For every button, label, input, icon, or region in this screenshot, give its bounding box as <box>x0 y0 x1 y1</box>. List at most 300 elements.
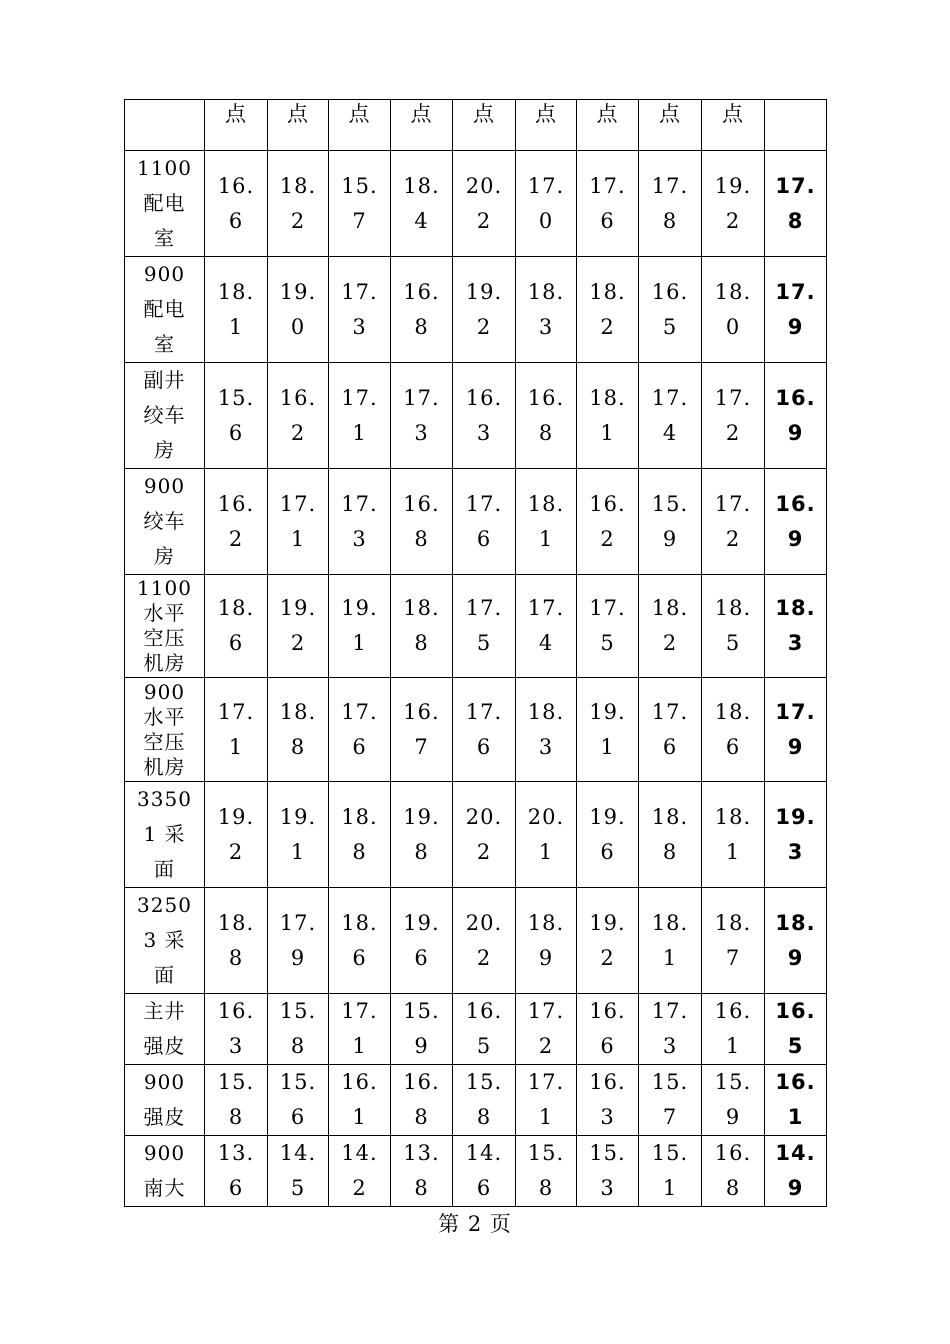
cell-line: 900 <box>143 1070 186 1094</box>
cell-line: 16. <box>589 1070 626 1094</box>
cell-line: 3 <box>662 1034 678 1058</box>
cell-line: 14. <box>279 1141 317 1165</box>
value-cell <box>205 678 268 782</box>
value-cell <box>639 363 702 469</box>
cell-line: 17. <box>527 173 565 198</box>
value-cell <box>516 1136 577 1207</box>
cell-line: 6 <box>228 631 244 655</box>
location-cell <box>125 888 205 994</box>
value-cell <box>702 469 765 575</box>
location-cell <box>125 678 205 782</box>
cell-line: 15. <box>651 491 689 516</box>
value-cell <box>268 782 329 888</box>
cell-line: 6 <box>290 1105 306 1129</box>
cell-line: 17. <box>589 596 626 620</box>
value-cell <box>577 257 639 363</box>
location-cell <box>125 363 205 469</box>
cell-line: 18. <box>527 279 565 304</box>
cell-line: 17. <box>651 173 689 198</box>
table-row <box>125 469 827 575</box>
cell-line: 6 <box>725 734 741 759</box>
cell-line: 0 <box>725 314 741 339</box>
cell-line: 4 <box>538 631 554 655</box>
value-cell <box>329 678 391 782</box>
average-cell <box>765 1065 827 1136</box>
cell-line: 16. <box>775 1070 816 1094</box>
cell-line: 0 <box>538 208 554 233</box>
value-cell <box>639 257 702 363</box>
value-cell <box>702 257 765 363</box>
value-cell <box>268 151 329 257</box>
average-cell <box>765 782 827 888</box>
value-cell <box>577 575 639 678</box>
value-cell <box>329 363 391 469</box>
cell-line: 2 <box>476 945 492 970</box>
cell-line: 2 <box>600 526 615 551</box>
value-cell <box>516 678 577 782</box>
header-cell: 点 <box>205 100 268 151</box>
cell-line: 900 <box>143 1141 186 1165</box>
cell-line: 16. <box>714 1141 752 1165</box>
cell-line: 15. <box>403 999 440 1023</box>
cell-line: 2 <box>476 839 492 864</box>
cell-line: 9 <box>787 314 804 339</box>
cell-line: 4 <box>414 208 429 233</box>
header-cell: 点 <box>702 100 765 151</box>
cell-line: 18. <box>714 910 752 935</box>
header-cell: 点 <box>329 100 391 151</box>
cell-line: 9 <box>725 1105 741 1129</box>
value-cell <box>268 1136 329 1207</box>
value-cell <box>453 888 516 994</box>
cell-line: 8 <box>476 1105 492 1129</box>
value-cell <box>453 469 516 575</box>
cell-line: 水平 <box>143 601 186 625</box>
cell-line: 8 <box>414 839 429 864</box>
cell-line: 17. <box>341 279 378 304</box>
cell-line: 17. <box>279 910 317 935</box>
header-cell: 点 <box>391 100 453 151</box>
cell-line: 18. <box>714 596 752 620</box>
cell-line: 13. <box>403 1141 440 1165</box>
cell-line: 6 <box>600 208 615 233</box>
cell-line: 主井 <box>143 999 186 1023</box>
average-cell <box>765 257 827 363</box>
cell-line: 6 <box>600 839 615 864</box>
cell-line: 8 <box>414 631 429 655</box>
value-cell <box>391 363 453 469</box>
cell-line: 绞车 <box>143 403 186 427</box>
cell-line: 8 <box>787 208 804 233</box>
average-cell <box>765 678 827 782</box>
cell-line: 7 <box>352 208 367 233</box>
value-cell <box>516 363 577 469</box>
value-cell <box>391 678 453 782</box>
location-cell <box>125 1136 205 1207</box>
cell-line: 17. <box>651 385 689 410</box>
cell-line: 1 <box>352 1105 367 1129</box>
cell-line: 19. <box>403 804 440 829</box>
value-cell <box>329 782 391 888</box>
value-cell <box>577 888 639 994</box>
value-cell <box>391 575 453 678</box>
cell-line: 16. <box>403 1070 440 1094</box>
cell-line: 1 <box>290 839 306 864</box>
cell-line: 8 <box>662 839 678 864</box>
value-cell <box>329 888 391 994</box>
cell-line: 19. <box>279 804 317 829</box>
cell-line: 16. <box>589 491 626 516</box>
value-cell <box>639 782 702 888</box>
cell-line: 空压 <box>143 626 186 650</box>
value-cell <box>453 257 516 363</box>
cell-line: 17. <box>651 999 689 1023</box>
cell-line: 14. <box>465 1141 503 1165</box>
cell-line: 8 <box>414 314 429 339</box>
value-cell <box>268 1065 329 1136</box>
cell-line: 15. <box>279 999 317 1023</box>
location-cell <box>125 151 205 257</box>
value-cell <box>516 1065 577 1136</box>
cell-line: 3 <box>228 1034 244 1058</box>
cell-line: 14. <box>341 1141 378 1165</box>
cell-line: 1 <box>600 420 615 445</box>
header-row <box>125 100 827 151</box>
cell-line: 1 采 <box>143 822 186 846</box>
table-row <box>125 363 827 469</box>
cell-line: 8 <box>290 1034 306 1058</box>
cell-line: 6 <box>352 734 367 759</box>
cell-line: 配电 <box>143 191 186 215</box>
cell-line: 19. <box>217 804 255 829</box>
cell-line: 18. <box>651 910 689 935</box>
cell-line: 15. <box>714 1070 752 1094</box>
cell-line: 14. <box>775 1141 816 1165</box>
cell-line: 18. <box>589 385 626 410</box>
cell-line: 18. <box>279 173 317 198</box>
cell-line: 强皮 <box>143 1034 186 1058</box>
cell-line: 17. <box>465 491 503 516</box>
value-cell <box>329 257 391 363</box>
cell-line: 15. <box>651 1141 689 1165</box>
cell-line: 3 <box>787 631 804 655</box>
location-cell <box>125 575 205 678</box>
cell-line: 9 <box>787 734 804 759</box>
cell-line: 16. <box>217 999 255 1023</box>
cell-line: 8 <box>414 1105 429 1129</box>
cell-line: 6 <box>662 734 678 759</box>
value-cell <box>577 151 639 257</box>
table-row <box>125 994 827 1065</box>
value-cell <box>577 1065 639 1136</box>
cell-line: 7 <box>662 1105 678 1129</box>
cell-line: 1 <box>290 526 306 551</box>
value-cell <box>205 151 268 257</box>
cell-line: 9 <box>787 526 804 551</box>
header-cell: 点 <box>516 100 577 151</box>
cell-line: 17. <box>465 699 503 724</box>
cell-line: 20. <box>465 910 503 935</box>
cell-line: 1 <box>228 314 244 339</box>
cell-line: 2 <box>476 314 492 339</box>
header-cell: 点 <box>577 100 639 151</box>
cell-line: 16. <box>465 385 503 410</box>
cell-line: 15. <box>527 1141 565 1165</box>
average-cell <box>765 363 827 469</box>
cell-line: 6 <box>414 945 429 970</box>
value-cell <box>205 575 268 678</box>
cell-line: 9 <box>538 945 554 970</box>
value-cell <box>639 151 702 257</box>
location-cell <box>125 257 205 363</box>
cell-line: 1 <box>538 1105 554 1129</box>
value-cell <box>391 1136 453 1207</box>
cell-line: 20. <box>527 804 565 829</box>
cell-line: 18. <box>775 596 816 620</box>
value-cell <box>205 257 268 363</box>
cell-line: 19. <box>279 279 317 304</box>
value-cell <box>516 888 577 994</box>
value-cell <box>453 994 516 1065</box>
value-cell <box>702 363 765 469</box>
cell-line: 17. <box>341 385 378 410</box>
cell-line: 5 <box>290 1176 306 1200</box>
value-cell <box>329 1065 391 1136</box>
value-cell <box>702 678 765 782</box>
cell-line: 18. <box>527 491 565 516</box>
header-cell: 点 <box>453 100 516 151</box>
cell-line: 19. <box>589 699 626 724</box>
cell-line: 19. <box>341 596 378 620</box>
cell-line: 2 <box>290 208 306 233</box>
cell-line: 5 <box>600 631 615 655</box>
cell-line: 13. <box>217 1141 255 1165</box>
value-cell <box>516 151 577 257</box>
value-cell <box>329 575 391 678</box>
value-cell <box>453 782 516 888</box>
cell-line: 900 <box>143 679 186 704</box>
cell-line: 16. <box>341 1070 378 1094</box>
cell-line: 16. <box>217 173 255 198</box>
value-cell <box>577 469 639 575</box>
cell-line: 17. <box>775 173 816 198</box>
cell-line: 7 <box>725 945 741 970</box>
value-cell <box>453 363 516 469</box>
cell-line: 6 <box>600 1034 615 1058</box>
cell-line: 16. <box>403 279 440 304</box>
cell-line: 南大 <box>143 1176 186 1200</box>
cell-line: 2 <box>725 526 741 551</box>
cell-line: 900 <box>143 474 186 498</box>
cell-line: 15. <box>341 173 378 198</box>
value-cell <box>702 575 765 678</box>
cell-line: 1 <box>538 839 554 864</box>
value-cell <box>391 1065 453 1136</box>
value-cell <box>268 469 329 575</box>
average-cell <box>765 888 827 994</box>
value-cell <box>702 888 765 994</box>
cell-line: 15. <box>217 1070 255 1094</box>
cell-line: 水平 <box>143 704 186 729</box>
cell-line: 8 <box>538 1176 554 1200</box>
cell-line: 17. <box>714 491 752 516</box>
cell-line: 16. <box>403 491 440 516</box>
value-cell <box>516 257 577 363</box>
cell-line: 6 <box>476 526 492 551</box>
cell-line: 16. <box>714 999 752 1023</box>
cell-line: 5 <box>476 631 492 655</box>
cell-line: 3 <box>414 420 429 445</box>
cell-line: 1 <box>600 734 615 759</box>
cell-line: 2 <box>538 1034 554 1058</box>
table-row <box>125 678 827 782</box>
header-cell: 点 <box>639 100 702 151</box>
cell-line: 19. <box>279 596 317 620</box>
measurement-table <box>124 99 827 1207</box>
value-cell <box>329 994 391 1065</box>
average-cell <box>765 151 827 257</box>
value-cell <box>702 151 765 257</box>
cell-line: 16. <box>465 999 503 1023</box>
cell-line: 19. <box>403 910 440 935</box>
cell-line: 7 <box>414 734 429 759</box>
cell-line: 面 <box>154 963 175 987</box>
cell-line: 900 <box>143 262 186 286</box>
cell-line: 3 <box>600 1176 615 1200</box>
cell-line: 2 <box>228 839 244 864</box>
cell-line: 5 <box>662 314 678 339</box>
cell-line: 2 <box>600 945 615 970</box>
location-cell <box>125 469 205 575</box>
cell-line: 强皮 <box>143 1105 186 1129</box>
value-cell <box>453 1065 516 1136</box>
cell-line: 9 <box>662 526 678 551</box>
table-row <box>125 575 827 678</box>
cell-line: 18. <box>217 910 255 935</box>
cell-line: 17. <box>465 596 503 620</box>
cell-line: 6 <box>352 945 367 970</box>
value-cell <box>268 257 329 363</box>
cell-line: 19. <box>589 804 626 829</box>
cell-line: 15. <box>279 1070 317 1094</box>
cell-line: 18. <box>403 596 440 620</box>
location-cell <box>125 1065 205 1136</box>
value-cell <box>639 575 702 678</box>
cell-line: 1 <box>538 526 554 551</box>
cell-line: 15. <box>217 385 255 410</box>
cell-line: 配电 <box>143 297 186 321</box>
cell-line: 18. <box>341 910 378 935</box>
cell-line: 19. <box>775 804 816 829</box>
average-cell <box>765 575 827 678</box>
cell-line: 6 <box>228 208 244 233</box>
average-cell <box>765 469 827 575</box>
cell-line: 机房 <box>143 651 186 675</box>
cell-line: 18. <box>714 279 752 304</box>
table-row <box>125 782 827 888</box>
cell-line: 3 <box>352 314 367 339</box>
cell-line: 2 <box>600 314 615 339</box>
cell-line: 9 <box>787 1176 804 1200</box>
cell-line: 17. <box>217 699 255 724</box>
value-cell <box>391 257 453 363</box>
cell-line: 17. <box>775 279 816 304</box>
cell-line: 副井 <box>143 368 186 392</box>
cell-line: 2 <box>476 208 492 233</box>
cell-line: 17. <box>341 491 378 516</box>
location-cell <box>125 994 205 1065</box>
cell-line: 面 <box>154 857 175 881</box>
value-cell <box>639 469 702 575</box>
cell-line: 17. <box>403 385 440 410</box>
cell-line: 18. <box>341 804 378 829</box>
cell-line: 8 <box>228 1105 244 1129</box>
cell-line: 8 <box>352 839 367 864</box>
cell-line: 6 <box>228 1176 244 1200</box>
cell-line: 16. <box>527 385 565 410</box>
cell-line: 3 采 <box>143 928 186 952</box>
cell-line: 室 <box>154 226 175 250</box>
cell-line: 16. <box>651 279 689 304</box>
cell-line: 2 <box>228 526 244 551</box>
cell-line: 8 <box>414 526 429 551</box>
cell-line: 18. <box>714 699 752 724</box>
cell-line: 1 <box>662 1176 678 1200</box>
table-row <box>125 888 827 994</box>
cell-line: 8 <box>290 734 306 759</box>
value-cell <box>453 678 516 782</box>
value-cell <box>268 575 329 678</box>
cell-line: 2 <box>725 420 741 445</box>
header-cell <box>765 100 827 151</box>
cell-line: 16. <box>403 699 440 724</box>
cell-line: 1 <box>352 631 367 655</box>
cell-line: 15. <box>589 1141 626 1165</box>
value-cell <box>268 678 329 782</box>
value-cell <box>516 782 577 888</box>
cell-line: 2 <box>662 631 678 655</box>
value-cell <box>268 363 329 469</box>
cell-line: 1100 <box>137 576 192 600</box>
cell-line: 17. <box>279 491 317 516</box>
value-cell <box>391 888 453 994</box>
cell-line: 16. <box>775 999 816 1023</box>
cell-line: 18. <box>527 699 565 724</box>
value-cell <box>391 994 453 1065</box>
value-cell <box>205 1065 268 1136</box>
cell-line: 房 <box>154 544 175 568</box>
cell-line: 1 <box>228 734 244 759</box>
cell-line: 4 <box>662 420 678 445</box>
cell-line: 17. <box>341 999 378 1023</box>
cell-line: 2 <box>290 420 306 445</box>
value-cell <box>453 575 516 678</box>
value-cell <box>702 994 765 1065</box>
cell-line: 16. <box>775 385 816 410</box>
table-row <box>125 1136 827 1207</box>
cell-line: 18. <box>775 910 816 935</box>
cell-line: 9 <box>787 945 804 970</box>
cell-line: 8 <box>538 420 554 445</box>
cell-line: 3 <box>476 420 492 445</box>
cell-line: 18. <box>651 804 689 829</box>
value-cell <box>577 782 639 888</box>
cell-line: 15. <box>651 1070 689 1094</box>
table-row <box>125 257 827 363</box>
average-cell <box>765 994 827 1065</box>
cell-line: 9 <box>290 945 306 970</box>
cell-line: 16. <box>279 385 317 410</box>
